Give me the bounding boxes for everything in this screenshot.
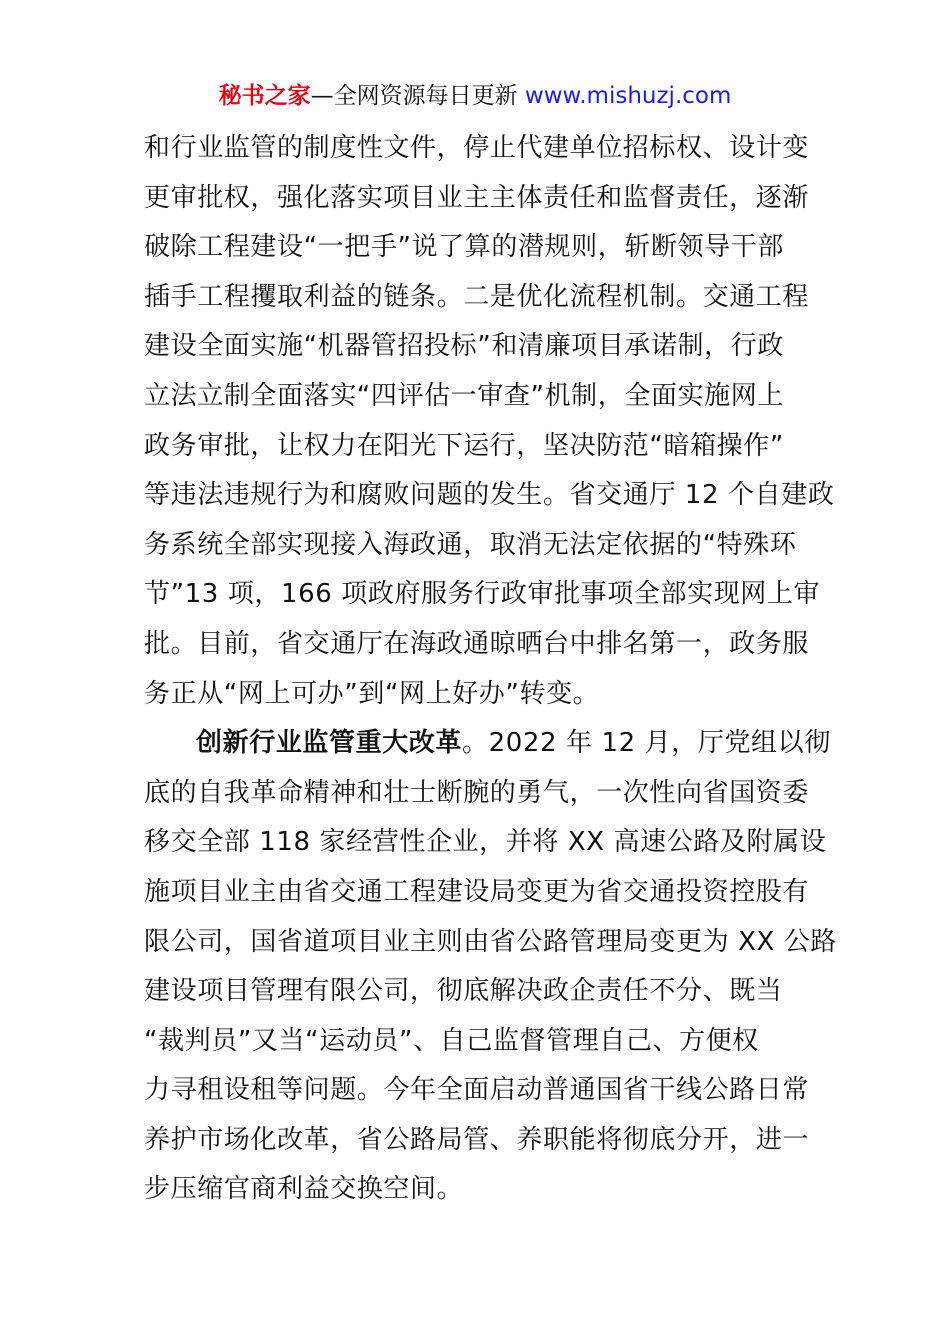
text-line: 和行业监管的制度性文件，停止代建单位招标权、设计变 bbox=[144, 133, 810, 163]
heading-line-rest: 。2022 年 12 月，厅党组以彻 bbox=[462, 728, 831, 759]
text-line: 施项目业主由省交通工程建设局变更为省交通投资控股有 bbox=[144, 876, 810, 907]
site-header bbox=[0, 80, 950, 112]
text-line: 批。目前，省交通厅在海政通晾晒台中排名第一，政务服 bbox=[144, 628, 810, 659]
text-line: 政务审批，让权力在阳光下运行，坚决防范“暗箱操作” bbox=[144, 430, 784, 461]
text-line: 更审批权，强化落实项目业主主体责任和监督责任，逐渐 bbox=[144, 182, 810, 213]
text-line: 底的自我革命精神和壮士断腕的勇气，一次性向省国资委 bbox=[144, 777, 810, 808]
text-line: 破除工程建设“一把手”说了算的潜规则，斩断领导干部 bbox=[144, 232, 784, 263]
text-line: 务系统全部实现接入海政通，取消无法定依据的“特殊环 bbox=[144, 529, 797, 560]
text-line: 移交全部 118 家经营性企业，并将 XX 高速公路及附属设 bbox=[144, 827, 827, 858]
document-body bbox=[144, 124, 837, 1215]
paragraph-1 bbox=[144, 124, 835, 719]
text-line: 插手工程攫取利益的链条。二是优化流程机制。交通工程 bbox=[144, 281, 810, 312]
text-line: 务正从“网上可办”到“网上好办”转变。 bbox=[144, 678, 600, 709]
text-line bbox=[144, 719, 831, 769]
text-line: 力寻租设租等问题。今年全面启动普通国省干线公路日常 bbox=[144, 1075, 810, 1106]
site-brand: 秘书之家 bbox=[218, 83, 311, 109]
paragraph-2 bbox=[144, 719, 837, 1215]
text-line: 节”13 项，166 项政府服务行政审批事项全部实现网上审 bbox=[144, 579, 821, 610]
text-line: 立法立制全面落实“四评估一审查”机制，全面实施网上 bbox=[144, 380, 784, 411]
text-line: “裁判员”又当“运动员”、自己监督管理自己、方便权 bbox=[144, 1025, 759, 1056]
text-line: 等违法违规行为和腐败问题的发生。省交通厅 12 个自建政 bbox=[144, 480, 835, 511]
site-url-link[interactable]: www.mishuzj.com bbox=[524, 83, 732, 109]
paragraph-heading: 创新行业监管重大改革 bbox=[196, 728, 463, 759]
site-tagline: —全网资源每日更新 bbox=[310, 83, 518, 109]
text-line: 限公司，国省道项目业主则由省公路管理局变更为 XX 公路 bbox=[144, 926, 837, 957]
text-line: 养护市场化改革，省公路局管、养职能将彻底分开，进一 bbox=[144, 1124, 810, 1155]
text-line: 步压缩官商利益交换空间。 bbox=[144, 1174, 464, 1205]
text-line: 建设全面实施“机器管招投标”和清廉项目承诺制，行政 bbox=[144, 331, 784, 362]
text-line: 建设项目管理有限公司，彻底解决政企责任不分、既当 bbox=[144, 976, 783, 1007]
